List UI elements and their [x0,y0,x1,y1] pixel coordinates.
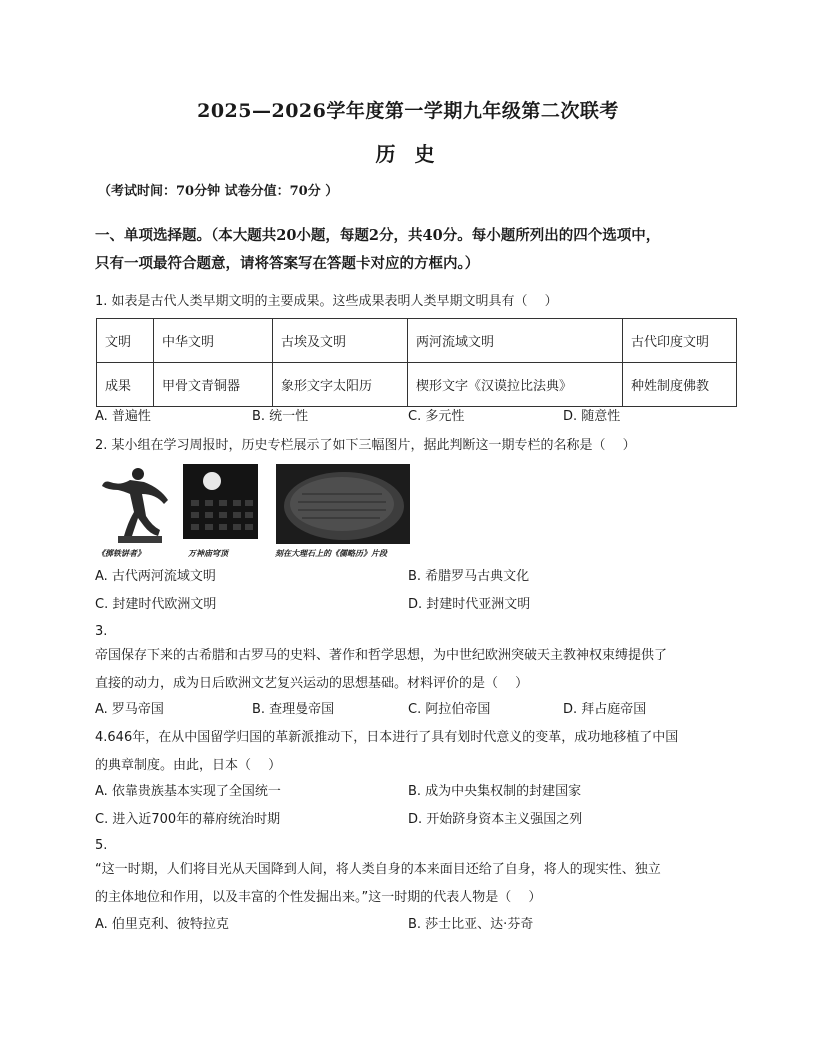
question-4-line1: 4.646年，在从中国留学归国的革新派推动下，日本进行了具有划时代意义的变革，成功地移植了中国 [95,730,679,745]
discobolus-image [100,464,172,544]
table-cell: 成果 [97,363,154,407]
caption-discobolus: 《掷铁饼者》 [97,549,145,558]
q4-option-d[interactable]: D. 开始跻身资本主义强国之列 [408,812,583,827]
q2-option-a[interactable]: A. 古代两河流域文明 [95,569,216,584]
table-cell: 两河流域文明 [408,319,623,363]
table-cell: 中华文明 [154,319,273,363]
table-cell: 文明 [97,319,154,363]
section-heading [95,222,735,278]
table-cell: 甲骨文青铜器 [154,363,273,407]
question-3-line1: 帝国保存下来的古希腊和古罗马的史料、著作和哲学思想，为中世纪欧洲突破天主教神权束缚提供了 [95,648,668,663]
q5-option-a[interactable]: A. 伯里克利、彼特拉克 [95,917,229,932]
question-5-line1: “这一时期，人们将目光从天国降到人间，将人类自身的本来面目还给了自身，将人的现实性、独立 [95,862,661,877]
q2-option-b[interactable]: B. 希腊罗马古典文化 [408,569,530,584]
subject-title: 历 史 [375,142,441,166]
q2-option-d[interactable]: D. 封建时代亚洲文明 [408,597,531,612]
question-3-line2: 直接的动力，成为日后欧洲文艺复兴运动的思想基础。材料评价的是（ ） [95,676,529,691]
exam-title: 2025—2026学年度第一学期九年级第二次联考 [197,100,619,122]
caption-julian-calendar: 刻在大理石上的《儒略历》片段 [275,549,387,558]
question-5-number: 5. [95,838,108,853]
section-heading-line2: 只有一项最符合题意，请将答案写在答题卡对应的方框内。） [95,255,480,272]
q4-option-b[interactable]: B. 成为中央集权制的封建国家 [408,784,582,799]
question-2-stem: 2. 某小组在学习周报时，历史专栏展示了如下三幅图片，据此判断这一期专栏的名称是（ ） [95,438,636,453]
q1-option-c[interactable]: C. 多元性 [408,409,465,424]
table-cell: 古埃及文明 [273,319,408,363]
question-5-line2: 的主体地位和作用，以及丰富的个性发掘出来。”这一时期的代表人物是（ ） [95,890,542,905]
section-heading-line1: 一、单项选择题。（本大题共20小题，每题2分，共40分。每小题所列出的四个选项中， [95,227,661,244]
q3-option-d[interactable]: D. 拜占庭帝国 [563,702,647,717]
table-cell: 古代印度文明 [623,319,737,363]
table-cell: 象形文字太阳历 [273,363,408,407]
julian-calendar-stone-image [276,464,410,544]
caption-pantheon: 万神庙穹顶 [188,549,228,558]
exam-info: （考试时间：70分钟 试卷分值：70分 ） [98,184,339,199]
q1-option-a[interactable]: A. 普遍性 [95,409,151,424]
q4-option-a[interactable]: A. 依靠贵族基本实现了全国统一 [95,784,281,799]
table-row [97,319,737,363]
q4-option-c[interactable]: C. 进入近700年的幕府统治时期 [95,812,281,827]
q1-option-b[interactable]: B. 统一性 [252,409,309,424]
q1-option-d[interactable]: D. 随意性 [563,409,621,424]
q5-option-b[interactable]: B. 莎士比亚、达·芬奇 [408,917,534,932]
q3-option-c[interactable]: C. 阿拉伯帝国 [408,702,491,717]
table-cell: 种姓制度佛教 [623,363,737,407]
question-3-number: 3. [95,624,108,639]
q3-option-a[interactable]: A. 罗马帝国 [95,702,164,717]
question-1-stem: 1. 如表是古代人类早期文明的主要成果。这些成果表明人类早期文明具有（ ） [95,294,558,309]
table-row [97,363,737,407]
table-cell: 楔形文字《汉谟拉比法典》 [408,363,623,407]
civilization-table [96,318,737,407]
question-4-line2: 的典章制度。由此，日本（ ） [95,758,282,773]
q2-option-c[interactable]: C. 封建时代欧洲文明 [95,597,217,612]
pantheon-dome-image [183,464,258,539]
q3-option-b[interactable]: B. 查理曼帝国 [252,702,335,717]
